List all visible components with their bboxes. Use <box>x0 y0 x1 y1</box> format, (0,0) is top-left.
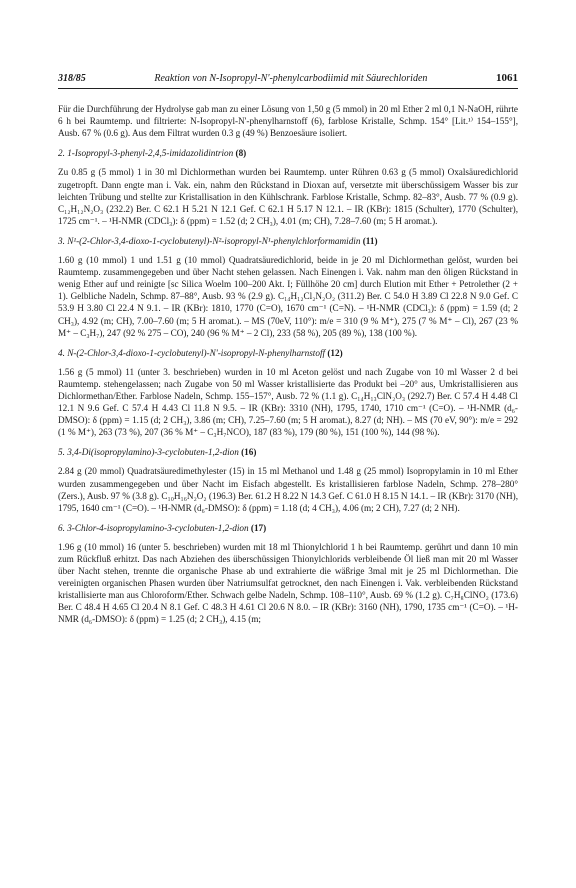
section-body: 1.96 g (10 mmol) 16 (unter 5. beschrieben) wurden mit 18 ml Thionylchlorid 1 h bei Raumtemp. gerührt und dann 10 min zum Rückfluß erhitzt. Das nach Abziehen des überschüssigen Thionylchlorids verbleibende Öl ließ man mit 20 ml Wasser über Nacht stehen, trennte die organische Phase ab und extrahierte die wäßrige 3mal mit je 25 ml Dichlormethan. Die vereinigten organischen Phasen wurden über Natriumsulfat getrocknet, den nach Einengen i. Vak. verbleibenden Rückstand kristallisierte man aus Chloroform/Ether. Schwach gelbe Nadeln, Schmp. 108–110°, Ausb. 69 % (1.2 g). C₇H₈ClNO₂ (173.6) Ber. C 48.4 H 4.65 Cl 20.4 N 8.1 Gef. C 48.3 H 4.61 Cl 20.6 N 8.0. – IR (KBr): 3160 (NH), 1790, 1735 cm⁻¹ (C=O). – ¹H-NMR (d₆-DMSO): δ (ppm) = 1.25 (d; 2 CH₃), 4.15 (m; <box>58 541 518 625</box>
compound-label: (8) <box>235 148 247 159</box>
running-header <box>58 72 518 89</box>
page <box>58 72 518 634</box>
compound-label: (16) <box>241 447 257 458</box>
section-heading <box>58 522 518 534</box>
paragraph-hydrolysis: Für die Durchführung der Hydrolyse gab man zu einer Lösung von 1,50 g (5 mmol) in 20 ml Ether 2 ml 0,1 N-NaOH, rührte 6 h bei Raumtemp. und filtrierte: N-Isopropyl-N'-phenylharnstoff (6), farblose Kristalle, Schmp. 154° [Lit.¹⁾ 154–155°], Ausb. 67 % (0.6 g). Aus dem Filtrat wurden 0.3 g (49 %) Benzoesäure isoliert. <box>58 104 518 139</box>
section-heading <box>58 147 518 159</box>
running-title: Reaktion von N-Isopropyl-N'-phenylcarbodiimid mit Säurechloriden <box>154 73 428 84</box>
section-title: 3. N¹-(2-Chlor-3,4-dioxo-1-cyclobutenyl)-N²-isopropyl-N¹-phenylchlorformamidin <box>58 235 361 246</box>
section-body: 1.60 g (10 mmol) 1 und 1.51 g (10 mmol) Quadratsäuredichlorid, beide in je 20 ml Dichlormethan gelöst, wurden bei Raumtemp. zusammengegeben und über Nacht stehen gelassen. Nach Einengen i. Vak. nahm man den öligen Rückstand in wenig Ether auf und reinigte [sc Silica Woelm 100–200 Akt. I; Füllhöhe 20 cm] durch Elution mit Ether + Petrolether (2 + 1). Gelbliche Nadeln, Schmp. 87–88°, Ausb. 93 % (2.9 g). C₁₄H₁₂Cl₂N₂O₂ (311.2) Ber. C 54.0 H 3.89 Cl 22.8 N 9.0 Gef. C 53.9 H 3.80 Cl 22.4 N 9.1. – IR (KBr): 1810, 1770 (C=O), 1670 cm⁻¹ (C=N). – ¹H-NMR (CDCl₃): δ (ppm) = 1.59 (d; 2 CH₃), 4.92 (m; CH), 7.00–7.60 (m; 5 H aromat.). – MS (70eV, 110°): m/e = 310 (9 % M⁺), 275 (7 % M⁺ – Cl), 267 (23 % M⁺ – C₃H₇), 247 (92 % 275 – CO), 240 (96 % M⁺ – 2 Cl), 233 (58 %), 205 (89 %), 138 (100 %). <box>58 255 518 338</box>
compound-label: (17) <box>250 522 267 533</box>
compound-label: (12) <box>327 347 343 358</box>
page-number: 1061 <box>495 72 518 84</box>
section-11 <box>58 235 518 339</box>
section-title: 2. 1-Isopropyl-3-phenyl-2,4,5-imidazolidintrion <box>58 148 234 159</box>
compound-label: (11) <box>362 235 378 246</box>
section-body: 2.84 g (20 mmol) Quadratsäuredimethylester (15) in 15 ml Methanol und 1.48 g (25 mmol) Isopropylamin in 10 ml Ether wurden zusammengegeben und über Nacht im Eisfach abgestellt. Es kristallisieren farblose Nadeln, Schmp. 278–280° (Zers.), Ausb. 97 % (3.8 g). C₁₀H₁₆N₂O₂ (196.3) Ber. 61.2 H 8.22 N 14.3 Gef. C 61.0 H 8.15 N 14.1. – IR (KBr): 3170 (NH), 1795, 1640 cm⁻¹ (C=O). – ¹H-NMR (d₆-DMSO): δ (ppm) = 1.18 (d; 4 CH₃), 4.06 (m; 2 CH), 7.27 (d; 2 NH). <box>58 466 518 513</box>
manuscript-code: 318/85 <box>58 73 86 84</box>
section-title: 4. N-(2-Chlor-3,4-dioxo-1-cyclobutenyl)-N'-isopropyl-N-phenylharnstoff <box>58 347 326 358</box>
section-title: 5. 3,4-Di(isopropylamino)-3-cyclobuten-1,2-dion <box>58 447 239 458</box>
section-heading <box>58 235 518 247</box>
section-body: Zu 0.85 g (5 mmol) 1 in 30 ml Dichlormethan wurden bei Raumtemp. unter Rühren 0.63 g (5 mmol) Oxalsäuredichlorid zugetropft. Dann engte man i. Vak. ein, nahm den Rückstand in Dioxan auf, versetzte mit überschüssigem Wasser bis zur leichten Trübung und stellte zur Kristallisation in den Kühlschrank. Farblose Kristalle, Schmp. 82–83°, Ausb. 77 % (0.9 g). C₁₂H₁₂N₂O₃ (232.2) Ber. C 62.1 H 5.21 N 12.1 Gef. C 62.1 H 5.17 N 12.1. – IR (KBr): 1815 (Schulter), 1770 (Schulter), 1725 cm⁻¹. – ¹H-NMR (CDCl₃): δ (ppm) = 1.52 (d; 2 CH₃), 4.01 (m; CH), 7.28–7.60 (m; 5 H aromat.). <box>58 167 518 226</box>
section-heading <box>58 446 518 458</box>
section-17 <box>58 522 518 626</box>
section-16 <box>58 446 518 513</box>
section-body: 1.56 g (5 mmol) 11 (unter 3. beschrieben) wurden in 10 ml Aceton gelöst und nach Zugabe von 10 ml Wasser 2 d bei Raumtemp. stehengelassen; nach Zugabe von 50 ml Wasser kristallisierte das Produkt bei –20° aus, Umkristallisieren aus Dichlormethan/Ether. Farblose Nadeln, Schmp. 155–157°, Ausb. 72 % (1.1 g). C₁₄H₁₃ClN₂O₃ (292.7) Ber. C 57.4 H 4.48 Cl 12.1 N 9.6 Gef. C 57.4 H 4.43 Cl 11.8 N 9.5. – IR (KBr): 3310 (NH), 1795, 1740, 1710 cm⁻¹ (C=O). – ¹H-NMR (d₆-DMSO): δ (ppm) = 1.15 (d; 2 CH₃), 3.86 (m; CH), 7.25–7.60 (m; 5 H aromat.), 8.27 (d; NH). – MS (70 eV, 90°): m/e = 292 (1 % M⁺), 263 (73 %), 207 (36 % M⁺ – C₃H₇NCO), 187 (83 %), 179 (80 %), 151 (100 %), 144 (98 %). <box>58 366 518 438</box>
section-12 <box>58 347 518 439</box>
section-title: 6. 3-Chlor-4-isopropylamino-3-cyclobuten-1,2-dion <box>58 522 249 533</box>
section-8 <box>58 147 518 227</box>
section-heading <box>58 347 518 359</box>
